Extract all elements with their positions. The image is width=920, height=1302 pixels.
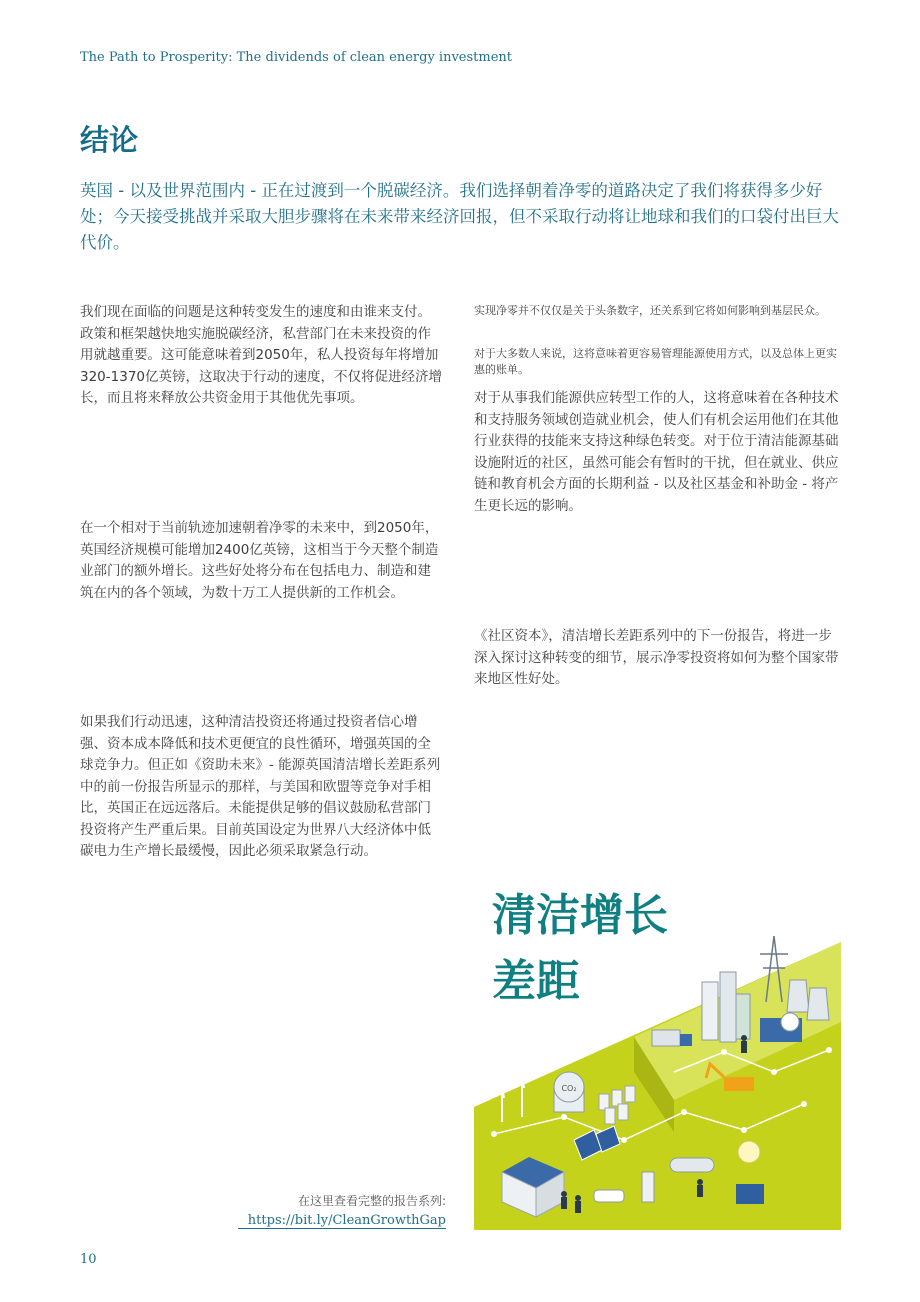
co2-label: CO₂: [561, 1084, 577, 1093]
cover-title-line-1: 清洁增长: [492, 890, 668, 941]
hydrogen-tank-icon: [670, 1158, 714, 1172]
excavator-icon: [724, 1077, 754, 1091]
report-series-link[interactable]: [200, 1213, 446, 1228]
body-paragraph-left-3: 如果我们行动迅速，这种清洁投资还将通过投资者信心增强、资本成本降低和技术更便宜的良性循环，增强英国的全球竞争力。但正如《资助未来》- 能源英国清洁增长差距系列中的前一份报告所显示的那样，与美国和欧盟等竞争对手相比，英国正在远远落后。未能提供足够的倡议鼓励私营部门投资将产生严重后果。目前英国设定为世界八大经济体中低碳电力生产增长最缓慢，因此必须采取紧急行动。: [80, 714, 441, 859]
report-series-link-text[interactable]: https://bit.ly/CleanGrowthGap: [238, 1213, 446, 1229]
report-cover-graphic[interactable]: [474, 872, 841, 1230]
running-header: The Path to Prosperity: The dividends of clean energy investment: [80, 50, 512, 65]
report-series-label: 在这里查看完整的报告系列:: [297, 1194, 446, 1208]
electric-car-icon: [594, 1190, 624, 1202]
lead-paragraph: 英国 - 以及世界范围内 - 正在过渡到一个脱碳经济。我们选择朝着净零的道路决定了我们将获得多少好处；今天接受挑战并采取大胆步骤将在未来带来经济回报，但不采取行动将让地球和我们的口袋付出巨大代价。: [80, 181, 839, 252]
truck-icon: [652, 1030, 680, 1046]
light-bulb-icon: [738, 1141, 760, 1163]
callout-text-2: 对于大多数人来说，这将意味着更容易管理能源使用方式，以及总体上更实惠的账单。: [474, 347, 837, 376]
body-paragraph-left-2: 在一个相对于当前轨迹加速朝着净零的未来中，到2050年，英国经济规模可能增加2400亿英镑，这相当于今天整个制造业部门的额外增长。这些好处将分布在包括电力、制造和建筑在内的各个领域，为数十万工人提供新的工作机会。: [80, 520, 439, 601]
report-cover-illustration: [474, 872, 841, 1230]
body-paragraph-left-1: 我们现在面临的问题是这种转变发生的速度和由谁来支付。政策和框架越快地实施脱碳经济，私营部门在未来投资的作用就越重要。这可能意味着到2050年，私人投资每年将增加320-1370亿英镑，这取决于行动的速度，不仅将促进经济增长，而且将来释放公共资金用于其他优先事项。: [80, 304, 442, 406]
cover-title-line-2: 差距: [492, 956, 580, 1007]
body-paragraph-right-2: 《社区资本》，清洁增长差距系列中的下一份报告，将进一步深入探讨这种转变的细节，展示净零投资将如何为整个国家带来地区性好处。: [474, 628, 839, 687]
info-board-icon: [736, 1184, 764, 1204]
page-number: 10: [80, 1252, 97, 1267]
ev-charger-icon: [642, 1172, 654, 1202]
office-buildings-icon: [702, 972, 750, 1042]
callout-text-1: 实现净零并不仅仅是关于头条数字，还关系到它将如何影响到基层民众。: [474, 304, 826, 317]
body-paragraph-right-1: 对于从事我们能源供应转型工作的人，这将意味着在各种技术和支持服务领域创造就业机会，使人们有机会运用他们在其他行业获得的技能来支持这种绿色转变。对于位于清洁能源基础设施附近的社区，虽然可能会有暂时的干扰，但在就业、供应链和教育机会方面的长期利益 - 以及社区基金和补助金 - 将产生更长远的影响。: [474, 390, 839, 514]
page-title: 结论: [80, 123, 139, 157]
